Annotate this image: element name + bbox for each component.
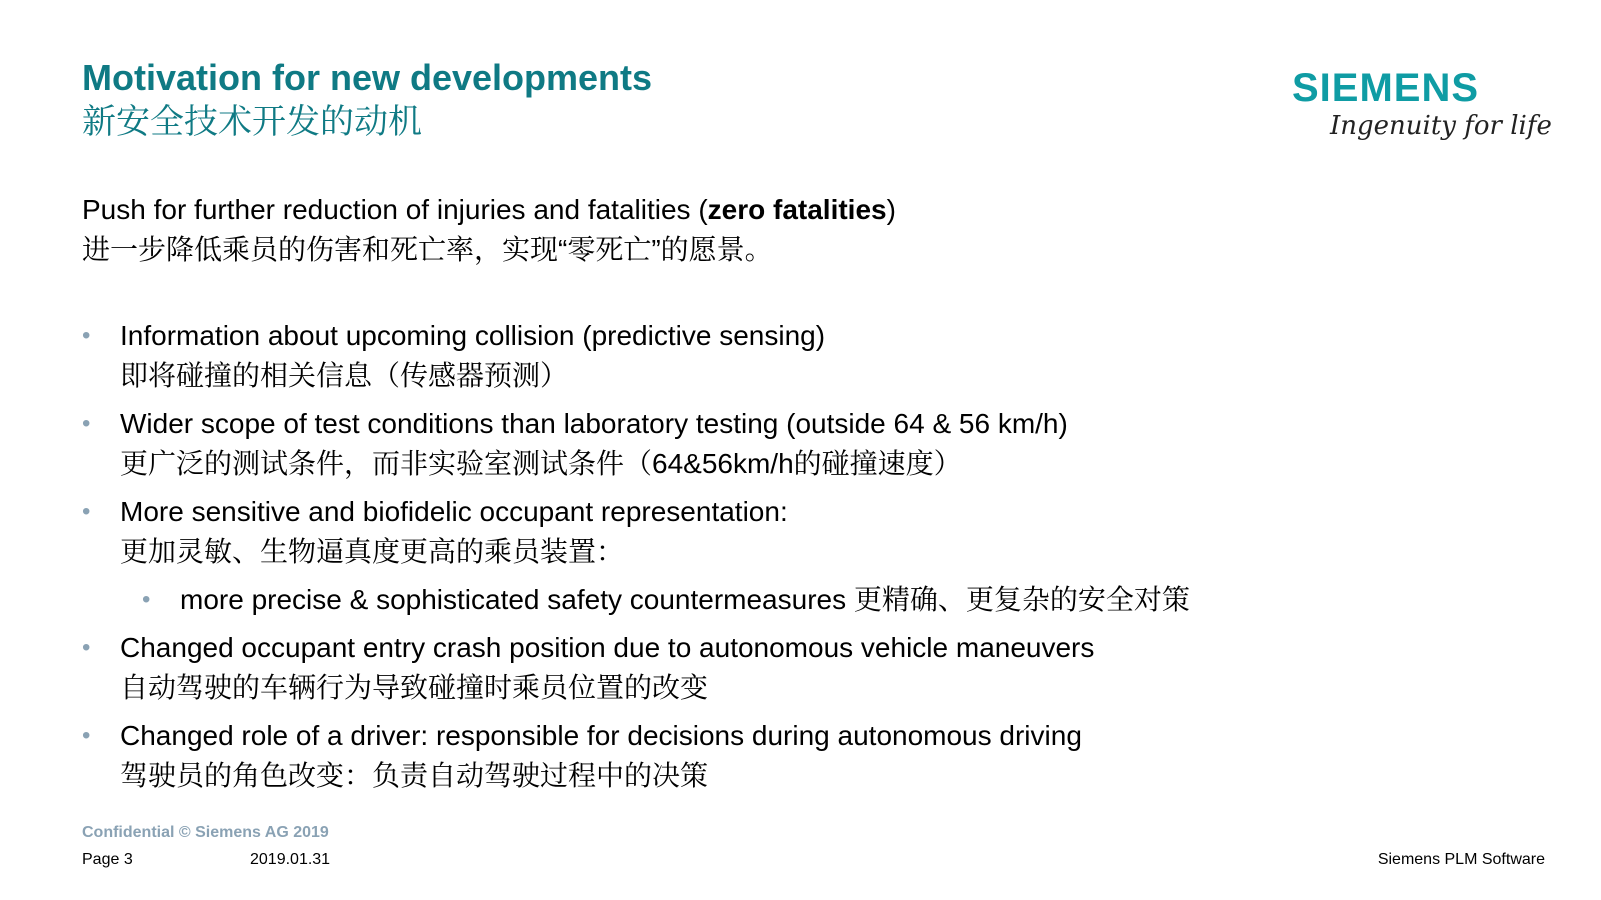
intro-english	[82, 190, 896, 230]
bullet-item-predictive-sensing	[82, 316, 1482, 396]
footer-date: 2019.01.31	[250, 851, 331, 868]
bullet-chinese: 自动驾驶的车辆行为导致碰撞时乘员位置的改变	[120, 672, 709, 703]
intro-english-suffix: )	[886, 194, 896, 225]
bullet-chinese: 驾驶员的角色改变：负责自动驾驶过程中的决策	[120, 760, 709, 791]
intro-paragraph	[82, 190, 896, 270]
bullet-english: Changed occupant entry crash position due to autonomous vehicle maneuvers	[120, 632, 1095, 663]
bullet-item-test-conditions	[82, 404, 1482, 484]
bullet-dot-icon: •	[82, 498, 91, 525]
bullet-dot-icon: •	[142, 586, 151, 613]
page-title-chinese: 新安全技术开发的动机	[82, 103, 422, 141]
bullet-item-occupant-representation	[82, 492, 1482, 572]
bullet-dot-icon: •	[82, 322, 91, 349]
intro-chinese: 进一步降低乘员的伤害和死亡率，实现“零死亡”的愿景。	[82, 234, 773, 265]
footer-confidential: Confidential © Siemens AG 2019	[82, 824, 329, 841]
bullet-chinese: 更广泛的测试条件，而非实验室测试条件（64&56km/h的碰撞速度）	[120, 448, 962, 479]
bullet-item-driver-role	[82, 716, 1482, 796]
bullet-dot-icon: •	[82, 722, 91, 749]
page-title: Motivation for new developments	[82, 57, 653, 98]
footer-page-number: Page 3	[82, 851, 133, 868]
intro-english-prefix: Push for further reduction of injuries and fatalities (	[82, 194, 708, 225]
bullet-dot-icon: •	[82, 634, 91, 661]
footer-company: Siemens PLM Software	[1377, 851, 1545, 868]
bullet-item-crash-position	[82, 628, 1482, 708]
bullet-english: more precise & sophisticated safety countermeasures 更精确、更复杂的安全对策	[180, 584, 1190, 615]
bullet-dot-icon: •	[82, 410, 91, 437]
bullet-english: More sensitive and biofidelic occupant representation:	[120, 496, 788, 527]
logo-wordmark: SIEMENS	[1292, 66, 1480, 110]
siemens-logo	[1292, 66, 1552, 156]
bullet-english: Changed role of a driver: responsible for decisions during autonomous driving	[120, 720, 1082, 751]
sub-bullet-item-countermeasures	[142, 580, 1482, 620]
bullet-chinese: 更加灵敏、生物逼真度更高的乘员装置：	[120, 536, 625, 567]
intro-english-bold: zero fatalities	[707, 194, 887, 225]
bullet-english: Wider scope of test conditions than laboratory testing (outside 64 & 56 km/h)	[120, 408, 1068, 439]
bullet-chinese: 即将碰撞的相关信息（传感器预测）	[120, 360, 569, 391]
logo-tagline: Ingenuity for life	[1330, 111, 1552, 141]
bullet-english: Information about upcoming collision (predictive sensing)	[120, 320, 826, 351]
bullet-list	[82, 316, 1482, 804]
